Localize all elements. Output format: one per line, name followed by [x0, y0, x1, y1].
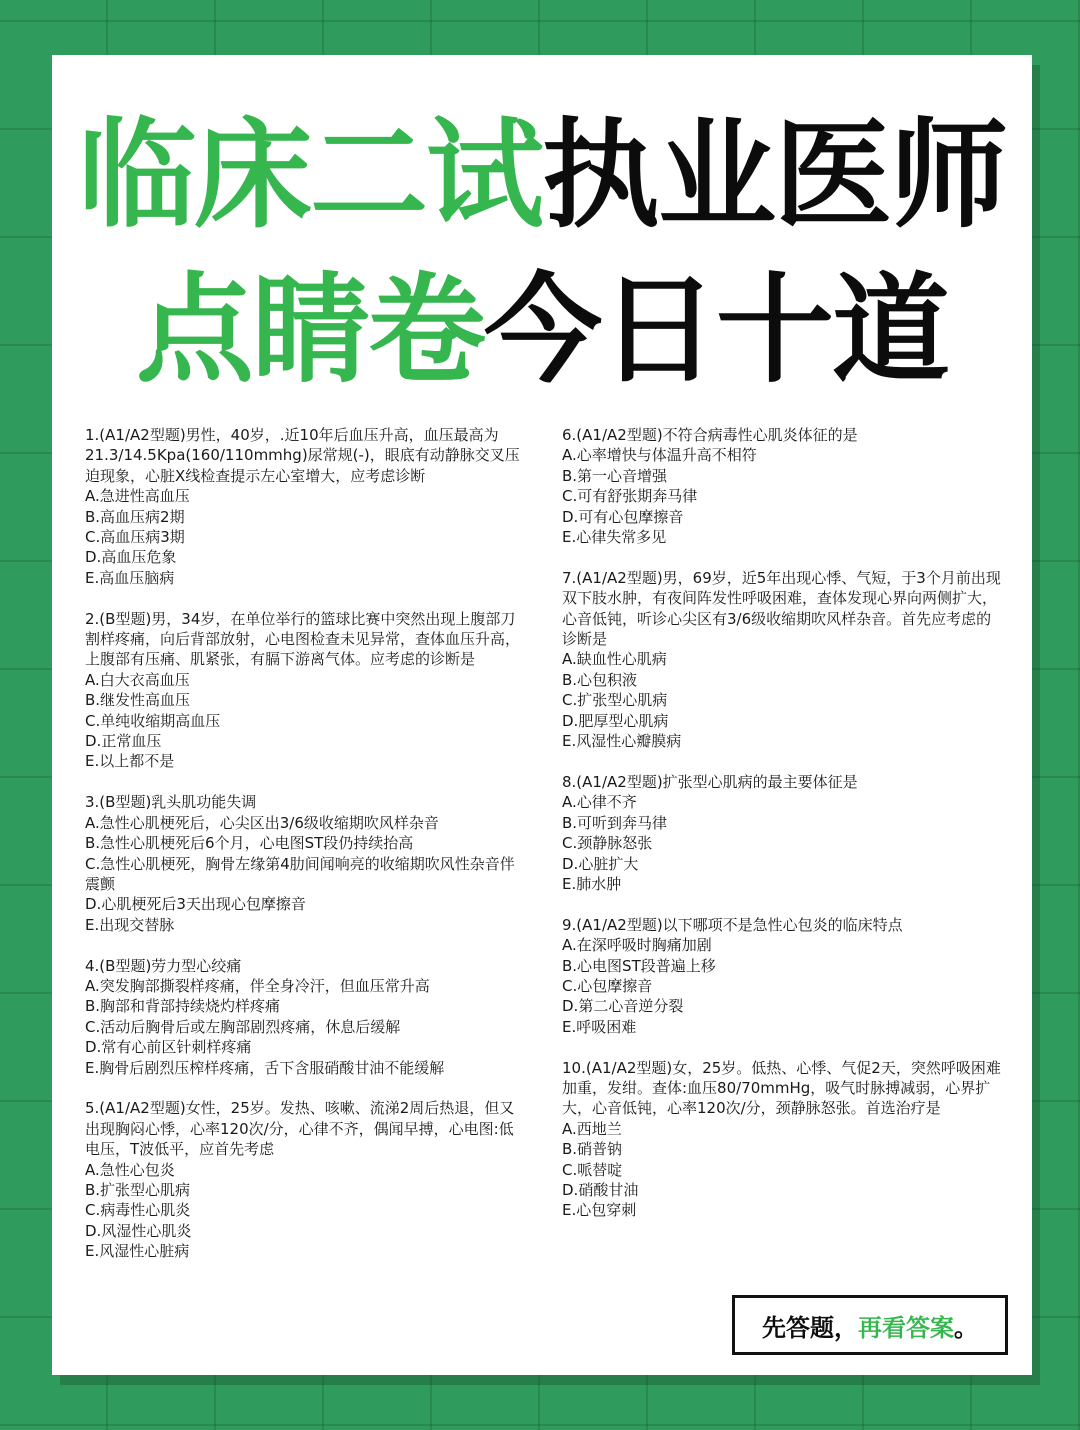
option-e: E.高血压脑病: [85, 568, 175, 587]
question-1: [85, 425, 525, 588]
option-a: A.心律不齐: [562, 793, 637, 812]
title-line-2: [52, 261, 1032, 399]
title-black-2: 今日十道: [484, 261, 949, 399]
question-7: [562, 568, 1002, 752]
option-a: A.白大衣高血压: [85, 670, 190, 689]
option-d: D.常有心前区针刺样疼痛: [85, 1038, 252, 1057]
title-green-2: 点睛卷: [135, 261, 484, 399]
question-3: [85, 792, 525, 935]
option-d: D.肥厚型心肌病: [562, 711, 669, 730]
option-b: B.心电图ST段普遍上移: [562, 956, 716, 975]
exam-card: [52, 55, 1032, 1375]
question-10: [562, 1058, 1002, 1221]
question-text: 7.(A1/A2型题)男，69岁，近5年出现心悸、气短，于3个月前出现双下肢水肿，有夜间阵发性呼吸困难，查体发现心界向两侧扩大，心音低钝，听诊心尖区有3/6级收缩期吹风样杂音。首先应考虑的诊断是: [562, 568, 1001, 649]
option-b: B.可听到奔马律: [562, 813, 668, 832]
option-c: C.急性心肌梗死，胸骨左缘第4肋间闻响亮的收缩期吹风性杂音伴震颤: [85, 854, 515, 893]
option-e: E.风湿性心瓣膜病: [562, 732, 682, 751]
question-text: 5.(A1/A2型题)女性，25岁。发热、咳嗽、流涕2周后热退，但又出现胸闷心悸，心率120次/分，心律不齐，偶闻早搏，心电图:低电压，T波低平，应首先考虑: [85, 1099, 515, 1159]
option-c: C.颈静脉怒张: [562, 834, 653, 853]
option-b: B.胸部和背部持续烧灼样疼痛: [85, 997, 281, 1016]
option-d: D.正常血压: [85, 732, 162, 751]
title-black-1: 执业医师: [542, 106, 1007, 244]
option-e: E.风湿性心脏病: [85, 1242, 190, 1261]
option-b: B.继发性高血压: [85, 691, 191, 710]
questions-left-column: [85, 425, 525, 1282]
option-b: B.急性心肌梗死后6个月，心电图ST段仍持续抬高: [85, 834, 414, 853]
option-c: C.病毒性心肌炎: [85, 1201, 191, 1220]
option-e: E.胸骨后剧烈压榨样疼痛，舌下含服硝酸甘油不能缓解: [85, 1058, 445, 1077]
option-d: D.风湿性心肌炎: [85, 1221, 192, 1240]
question-text: 1.(A1/A2型题)男性，40岁，.近10年后血压升高，血压最高为21.3/14.5Kpa(160/110mmhg)尿常规(-)，眼底有动静脉交叉压迫现象，心脏X线检查提示左心室增大，应考虑诊断: [85, 426, 520, 485]
option-c: C.高血压病3期: [85, 528, 185, 547]
option-e: E.心律失常多见: [562, 528, 667, 547]
question-text: 4.(B型题)劳力型心绞痛: [85, 956, 242, 975]
option-e: E.以上都不是: [85, 752, 175, 771]
badge-text-black: 先答题，: [762, 1313, 858, 1342]
option-a: A.急性心包炎: [85, 1160, 175, 1179]
option-d: D.高血压危象: [85, 548, 177, 567]
question-6: [562, 425, 1002, 547]
option-c: C.心包摩擦音: [562, 976, 653, 995]
option-b: B.硝普钠: [562, 1140, 623, 1159]
option-e: E.呼吸困难: [562, 1017, 637, 1036]
title-green-1: 临床二试: [77, 106, 542, 244]
option-c: C.扩张型心肌病: [562, 691, 668, 710]
option-d: D.可有心包摩擦音: [562, 507, 684, 526]
option-d: D.硝酸甘油: [562, 1180, 639, 1199]
badge-text-green: 再看答案: [858, 1313, 954, 1342]
question-text: 8.(A1/A2型题)扩张型心肌病的最主要体征是: [562, 772, 858, 791]
option-d: D.心脏扩大: [562, 854, 639, 873]
option-c: C.哌替啶: [562, 1160, 623, 1179]
option-d: D.心肌梗死后3天出现心包摩擦音: [85, 895, 306, 914]
option-b: B.扩张型心肌病: [85, 1180, 191, 1199]
option-a: A.在深呼吸时胸痛加剧: [562, 936, 712, 955]
option-a: A.突发胸部撕裂样疼痛，伴全身冷汗，但血压常升高: [85, 976, 430, 995]
answer-hint-badge: [732, 1295, 1008, 1355]
question-4: [85, 956, 525, 1078]
title-line-1: [52, 106, 1032, 244]
option-c: C.活动后胸骨后或左胸部剧烈疼痛，休息后缓解: [85, 1017, 401, 1036]
option-a: A.急进性高血压: [85, 487, 190, 506]
option-e: E.肺水肿: [562, 874, 622, 893]
option-a: A.心率增快与体温升高不相符: [562, 446, 757, 465]
question-text: 9.(A1/A2型题)以下哪项不是急性心包炎的临床特点: [562, 915, 903, 934]
question-text: 6.(A1/A2型题)不符合病毒性心肌炎体征的是: [562, 426, 858, 444]
option-e: E.心包穿刺: [562, 1201, 637, 1220]
option-d: D.第二心音逆分裂: [562, 997, 684, 1016]
question-text: 3.(B型题)乳头肌功能失调: [85, 793, 257, 812]
questions-right-column: [562, 425, 1002, 1241]
question-8: [562, 772, 1002, 894]
question-2: [85, 609, 525, 772]
option-b: B.第一心音增强: [562, 466, 668, 485]
option-a: A.西地兰: [562, 1119, 622, 1138]
option-e: E.出现交替脉: [85, 915, 175, 934]
option-b: B.高血压病2期: [85, 507, 185, 526]
question-9: [562, 915, 1002, 1037]
badge-text-end: 。: [954, 1313, 978, 1342]
question-5: [85, 1098, 525, 1261]
option-b: B.心包积液: [562, 670, 638, 689]
question-text: 10.(A1/A2型题)女，25岁。低热、心悸、气促2天，突然呼吸困难加重，发绀。查体:血压80/70mmHg，吸气时脉搏减弱，心界扩大，心音低钝，心率120次/分，颈静脉怒张。首选治疗是: [562, 1058, 1001, 1118]
option-c: C.单纯收缩期高血压: [85, 711, 221, 730]
option-a: A.急性心肌梗死后，心尖区出3/6级收缩期吹风样杂音: [85, 813, 439, 832]
option-a: A.缺血性心肌病: [562, 650, 667, 669]
question-text: 2.(B型题)男，34岁，在单位举行的篮球比赛中突然出现上腹部刀割样疼痛，向后背部放射，心电图检查未见异常，查体血压升高，上腹部有压痛、肌紧张，有膈下游离气体。应考虑的诊断是: [85, 609, 521, 669]
option-c: C.可有舒张期奔马律: [562, 487, 698, 506]
